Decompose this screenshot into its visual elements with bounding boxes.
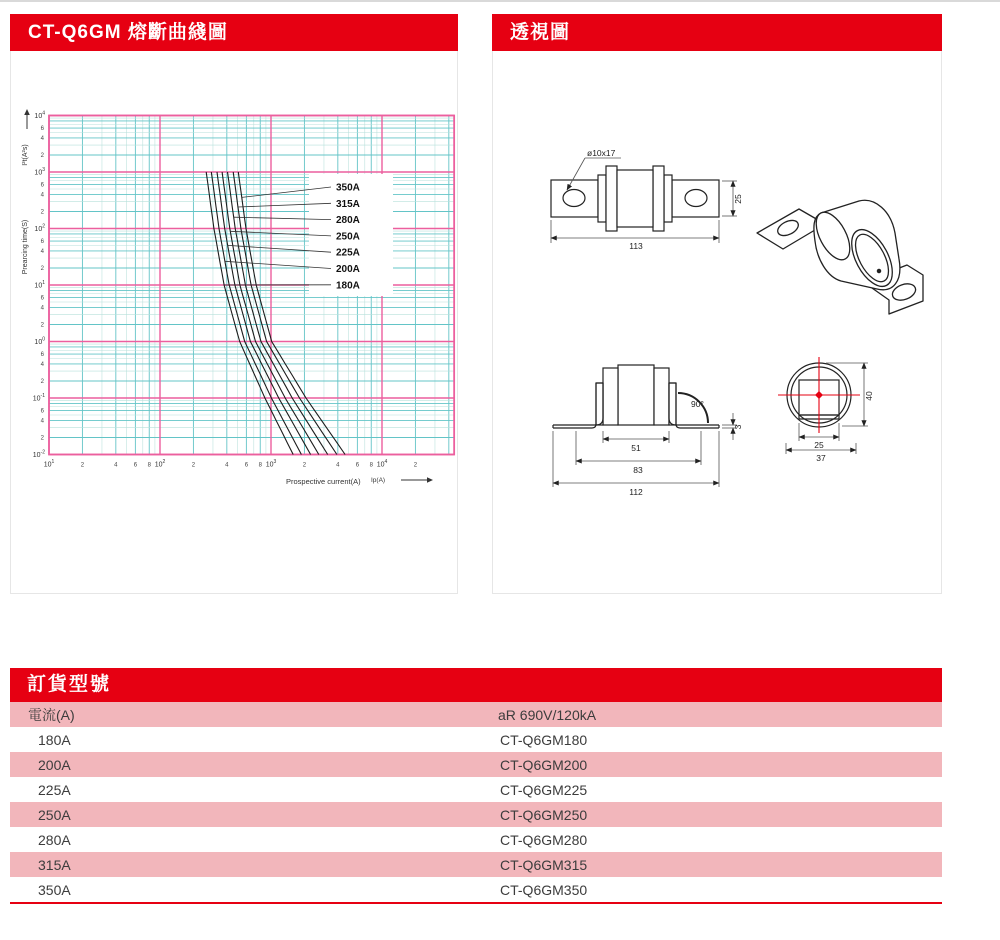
dim-length: 113 [629,241,643,251]
column-header-model: aR 690V/120kA [498,706,597,723]
svg-text:10-2: $10^{-2}$ [32,449,45,459]
dim-end-outer-width: 37 [816,453,826,463]
svg-text:6: 6 [40,126,44,133]
dim-thickness: 3 [733,424,743,430]
x-axis-title [286,477,433,486]
svg-text:315A: 315A [336,198,360,210]
table-row [10,802,942,827]
table-row [10,752,942,777]
svg-text:103: $10^3$ [265,459,277,469]
svg-text:200A: 200A [336,264,360,275]
svg-text:103: $10^3$ [34,167,45,177]
svg-text:250A: 250A [336,231,360,243]
table-header-row [10,702,942,727]
table-bottom-rule [10,902,942,904]
table-row [10,877,942,902]
model-number-cell: CT-Q6GM280 [500,831,588,848]
table-row [10,727,942,752]
svg-text:8: 8 [369,462,373,469]
current-rating-cell: 200A [38,756,71,773]
model-number-cell: CT-Q6GM200 [500,756,588,773]
y-axis-label: Prearcing time(S) [22,219,29,275]
dim-height: 25 [733,194,743,204]
svg-text:4: 4 [225,462,229,469]
current-rating-cell: 225A [38,781,71,798]
svg-text:2: 2 [40,152,44,159]
dim-end-inner-width: 25 [814,440,824,450]
drawing-front-view [551,148,743,251]
dim-hole: ø10x17 [587,148,616,158]
x-axis-arrow-icon [401,477,433,483]
svg-text:104: $10^4$ [34,110,45,120]
svg-text:6: 6 [244,462,249,469]
svg-text:8: 8 [147,462,151,469]
table-row [10,777,942,802]
x-axis-symbol: Ip(A) [371,477,386,484]
curve-panel-title: CT-Q6GM 熔斷曲綫圖 [10,14,458,51]
centerline-crosshair [778,357,860,433]
model-number-cell: CT-Q6GM250 [500,806,588,823]
order-table [10,702,942,902]
svg-text:350A: 350A [336,182,360,194]
svg-text:4: 4 [40,135,44,142]
svg-text:2: 2 [191,462,196,469]
svg-text:4: 4 [40,248,44,255]
svg-text:4: 4 [336,462,340,469]
svg-text:280A: 280A [336,215,360,227]
dim-mid: 83 [633,465,643,475]
curve-panel [10,14,458,594]
current-rating-cell: 280A [38,831,71,848]
y-axis-arrow-icon [24,109,30,129]
drawing-end-view [778,357,874,463]
svg-text:2: 2 [413,462,418,469]
svg-text:6: 6 [40,182,44,189]
perspective-panel-title: 透視圖 [492,14,942,51]
svg-text:4: 4 [40,418,44,425]
curve-chart-container [19,101,459,511]
dim-end-height: 40 [864,391,874,401]
order-table-section [10,668,942,904]
current-rating-cell: 315A [38,856,71,873]
y-axis-title [22,109,30,274]
model-number-cell: CT-Q6GM315 [500,856,588,873]
svg-text:101: $10^1$ [34,280,45,290]
current-rating-cell: 250A [38,806,71,823]
dim-overall: 112 [629,487,643,497]
svg-text:4: 4 [114,462,118,469]
svg-text:180A: 180A [336,280,360,292]
drawing-side-view [553,365,743,497]
svg-text:4: 4 [40,361,44,368]
y-axis-symbol: I²t(A²s) [22,144,29,166]
perspective-panel [492,14,942,594]
svg-text:2: 2 [40,265,44,272]
dim-angle: 90° [691,399,704,409]
table-row [10,852,942,877]
svg-text:6: 6 [40,352,44,359]
svg-text:100: $10^0$ [34,336,45,346]
drawings-container [493,53,941,598]
svg-text:2: 2 [40,209,44,216]
svg-text:101: $10^1$ [43,459,55,469]
model-number-cell: CT-Q6GM350 [500,881,588,898]
svg-text:4: 4 [40,305,44,312]
svg-text:6: 6 [40,295,44,302]
svg-text:2: 2 [302,462,307,469]
svg-text:6: 6 [40,239,44,246]
svg-text:102: $10^2$ [34,223,45,233]
svg-text:2: 2 [40,435,44,442]
current-rating-cell: 180A [38,731,71,748]
svg-text:6: 6 [40,408,44,415]
svg-text:225A: 225A [336,247,360,259]
order-table-title: 訂貨型號 [10,668,942,702]
svg-text:6: 6 [133,462,138,469]
model-number-cell: CT-Q6GM180 [500,731,588,748]
dim-inner: 51 [631,443,641,453]
svg-text:2: 2 [80,462,85,469]
svg-text:8: 8 [258,462,262,469]
svg-text:2: 2 [40,322,44,329]
svg-text:4: 4 [40,192,44,199]
drawing-perspective-view [757,200,923,314]
svg-text:102: $10^2$ [154,459,166,469]
time-current-chart [19,101,459,506]
model-number-cell: CT-Q6GM225 [500,781,588,798]
x-axis-label: Prospective current(A) [286,477,361,486]
svg-text:6: 6 [355,462,360,469]
svg-text:104: $10^4$ [376,459,388,469]
current-rating-cell: 350A [38,881,71,898]
svg-text:10-1: $10^{-1}$ [32,393,45,403]
technical-drawings [493,53,941,593]
svg-text:2: 2 [40,378,44,385]
page-top-rule [0,0,1000,2]
table-row [10,827,942,852]
column-header-current: 電流(A) [28,706,75,723]
